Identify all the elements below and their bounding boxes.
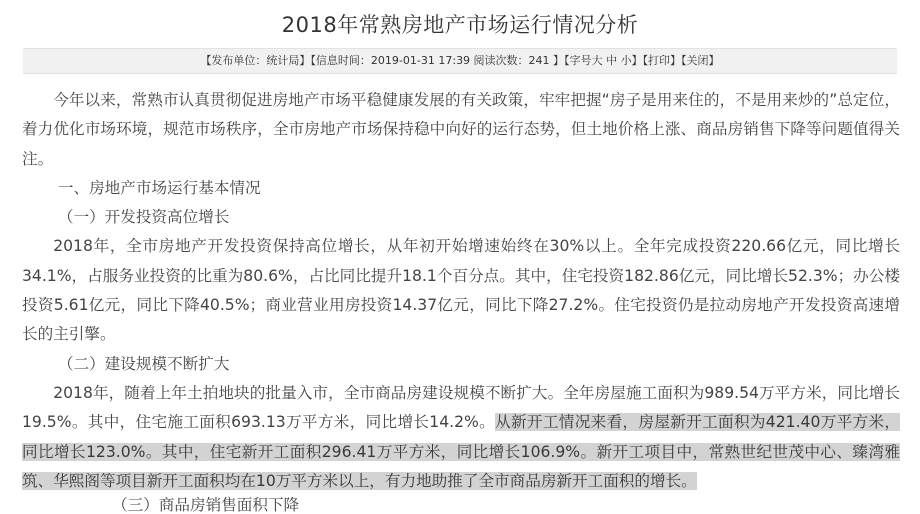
info-time-label: 【信息时间：2019-01-31 17:39 阅读次数：241 】 [310,54,565,67]
article-info-bar [23,48,897,74]
next-heading-partial [0,496,920,514]
print-link[interactable]: 【打印】 [642,54,682,67]
subsection-heading-construction: （二）建设规模不断扩大 [57,354,230,373]
investment-paragraph: 2018年，全市房地产开发投资保持高位增长，从年初开始增速始终在30%以上。全年完成投资220.66亿元，同比增长34.1%，占服务业投资的比重为80.6%，占比同比提升18.1个百分点。其中，住宅投资182.86亿元，同比增长52.3%；办公楼投资5.61亿元，同比下降40.5%；商业营业用房投资14.37亿元，同比下降27.2%。住宅投资仍是拉动房地产开发投资高速增长的主引擎。 [22,237,900,344]
next-heading-text: （三）商品房销售面积下降 [112,496,300,514]
close-link[interactable]: 【关闭】 [681,54,720,67]
font-size-label: 【字号 [564,54,592,67]
font-medium-link[interactable]: 中 [606,54,618,67]
page-title: 2018年常熟房地产市场运行情况分析 [281,13,639,37]
publisher-label: 【发布单位：统计局】 [200,54,311,67]
article-body [22,86,900,496]
font-large-link[interactable]: 大 [591,54,603,67]
construction-text: 2018年，随着上年土拍地块的批量入市，全市商品房建设规模不断扩大。全年房屋施工面积为989.54万平方米，同比增长19.5%。其中，住宅施工面积693.13万平方米，同比增长14.2%。 [22,383,900,432]
subsection-heading-investment: （一）开发投资高位增长 [57,208,230,227]
font-small-link[interactable]: 小】 [620,54,643,67]
construction-paragraph [22,379,900,496]
intro-paragraph: 今年以来，常熟市认真贯彻促进房地产市场平稳健康发展的有关政策，牢牢把握“房子是用来住的，不是用来炒的”总定位，着力优化市场环境，规范市场秩序，全市房地产市场保持稳中向好的运行态势，但土地价格上涨、商品房销售下降等问题值得关注。 [22,91,900,168]
selected-text-highlight: 从新开工情况来看，房屋新开工面积为421.40万平方米，同比增长123.0%。其中，住宅新开工面积296.41万平方米，同比增长106.9%。新开工项目中，常熟世纪世茂中心、臻湾雅筑、华熙阁等项目新开工面积均在10万平方米以上，有力地助推了全市商品房新开工面积的增长。 [22,413,900,490]
section-heading: 一、房地产市场运行基本情况 [57,178,261,197]
